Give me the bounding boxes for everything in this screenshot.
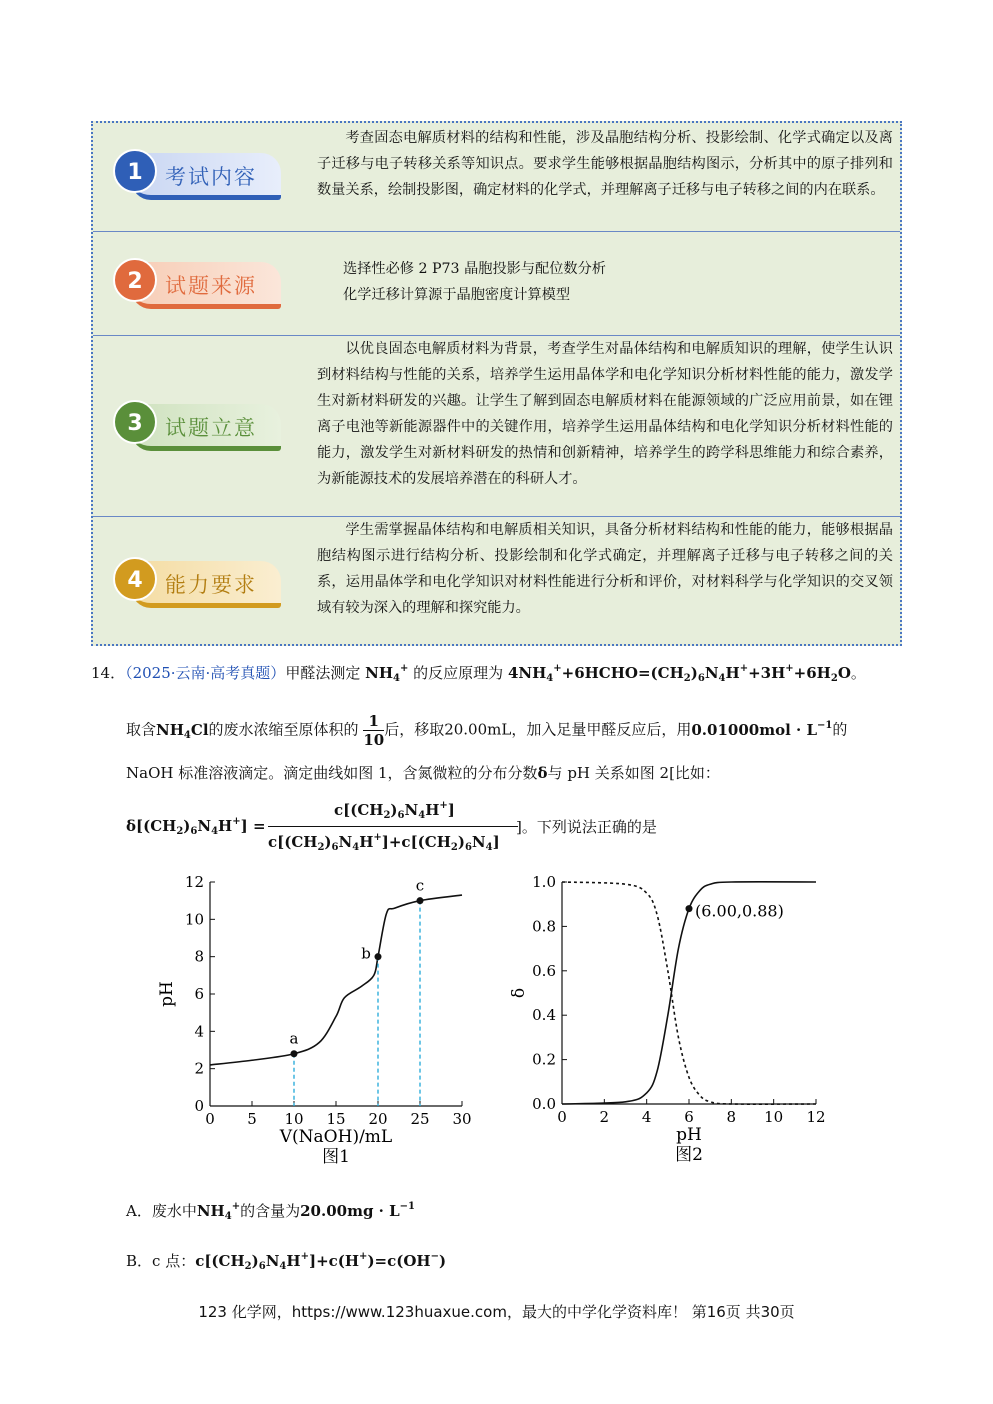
y-tick-label: 12	[184, 873, 204, 891]
badge-3: 3 试题立意	[113, 396, 281, 454]
exam-content-text: 考查固态电解质材料的结构和性能，涉及晶胞结构分析、投影绘制、化学式确定以及离子迁移与电子转移关系等知识点。要求学生能够根据晶胞结构图示，分析其中的原子排列和数量关系，绘制投影图，确定材料的化学式，并理解离子迁移与电子转移之间的内在联系。	[317, 130, 893, 198]
x-tick-label: 8	[726, 1108, 737, 1126]
badge-2: 2 试题来源	[113, 254, 281, 312]
y-tick-label: 10	[184, 910, 204, 929]
fraction-one-tenth: $\frac{1}{10}$	[363, 712, 385, 749]
y-tick-label: 6	[194, 985, 204, 1003]
x-tick-label: 5	[247, 1110, 257, 1128]
panel-row-3	[93, 335, 900, 516]
y-tick-label: 0.6	[532, 961, 556, 980]
panel-row-4	[93, 516, 900, 648]
page-footer: 123 化学网，https://www.123huaxue.com，最大的中学化学资料库！ 第16页 共30页	[198, 1303, 795, 1321]
naoh-concentration: $0.01000mol \cdot L^{-1}$	[691, 719, 833, 739]
annotation-point	[686, 905, 693, 912]
reaction-equation: $4NH_4^++6HCHO=(CH_2)_6N_4H^++3H^++6H_2O$	[507, 663, 851, 684]
series-line-1	[210, 895, 462, 1065]
ability-text: 学生需掌握晶体结构和电解质相关知识，具备分析材料结构和性能的能力，能够根据晶胞结构图示进行结构分析、投影绘制和化学式确定，并理解离子迁移与电子转移之间的关系，运用晶体学和电化学知识对材料性能进行分析和评价，对材料科学与化学知识的交叉领域有较为深入的理解和探究能力。	[317, 522, 893, 616]
option-a[interactable]: A．废水中$NH_4^+$的含量为$20.00mg \cdot L^{-1}$	[126, 1201, 415, 1222]
y-axis-label: δ	[509, 987, 529, 999]
distribution-fraction-chart	[500, 868, 840, 1178]
source-line-2: 化学迁移计算源于晶胞密度计算模型	[343, 287, 571, 303]
y-axis-label: pH	[157, 981, 177, 1007]
chart-caption: 图1	[322, 1147, 350, 1167]
chart-caption: 图2	[675, 1145, 703, 1165]
badge-label-2: 试题来源	[165, 274, 257, 298]
y-tick-label: 2	[194, 1059, 204, 1078]
annotation-label: (6.00,0.88)	[695, 901, 784, 921]
x-tick-label: 20	[368, 1110, 388, 1128]
question-line-3: NaOH 标准溶液滴定。滴定曲线如图 1，含氮微粒的分布分数δ与 pH 关系如图 2[比如：	[126, 764, 720, 782]
point-label-a: a	[289, 1029, 299, 1048]
badge-label-1: 考试内容	[165, 165, 257, 189]
y-tick-label: 0	[194, 1097, 204, 1115]
x-tick-label: 2	[599, 1108, 610, 1126]
y-tick-label: 0.4	[532, 1006, 556, 1025]
point-a	[291, 1050, 298, 1057]
option-b[interactable]: B．c 点：$c[(CH_2)_6N_4H^+]+c(H^+)=c(OH^-)$	[126, 1251, 447, 1272]
panel-row-2	[93, 231, 900, 335]
x-axis-label: pH	[676, 1125, 702, 1145]
y-tick-label: 0.0	[532, 1095, 556, 1113]
badge-1: 1 考试内容	[113, 145, 281, 203]
question-line-1: 14．（2025·云南·高考真题）甲醛法测定 $NH_4^+$ 的反应原理为 $4NH_4^++6HCHO=(CH_2)_6N_4H^++3H^++6H_2O$。	[91, 663, 866, 684]
formula-nh4: $NH_4^+$	[365, 663, 409, 684]
titration-curve-chart	[150, 868, 490, 1178]
x-tick-label: 10	[284, 1110, 304, 1128]
x-tick-label: 25	[410, 1110, 430, 1128]
y-tick-label: 0.8	[532, 917, 556, 936]
y-tick-label: 4	[194, 1022, 204, 1041]
point-label-c: c	[415, 876, 425, 895]
x-tick-label: 0	[557, 1108, 567, 1126]
badge-label-4: 能力要求	[165, 573, 257, 597]
point-label-b: b	[361, 944, 371, 963]
point-c	[417, 897, 424, 904]
purpose-text: 以优良固态电解质材料为背景，考查学生对晶体结构和电解质知识的理解，使学生认识到材料结构与性能的关系，培养学生运用晶体学和电化学知识分析材料性能的能力，激发学生对新材料研发的兴趣。让学生了解到固态电解质材料在能源领域的广泛应用前景，如在锂离子电池等新能源器件中的关键作用，培养学生运用晶体结构和电化学知识分析材料性能的能力，激发学生对新材料研发的热情和创新精神，培养学生的跨学科思维能力和综合素养，为新能源技术的发展培养潜在的科研人才。	[317, 341, 893, 487]
question-source: （2025·云南·高考真题）	[125, 664, 286, 682]
y-tick-label: 8	[194, 947, 204, 966]
badge-label-3: 试题立意	[165, 416, 257, 440]
question-line-2: 取含$NH_4Cl$的废水浓缩至原体积的 $\frac{1}{10}$ 后，移取20.00mL，加入足量甲醛反应后，用$0.01000mol \cdot L^{-1}$的	[126, 712, 848, 749]
badge-4: 4 能力要求	[113, 553, 281, 611]
source-line-1: 选择性必修 2 P73 晶胞投影与配位数分析	[343, 261, 606, 277]
y-tick-label: 0.2	[532, 1050, 556, 1069]
x-axis-label: V(NaOH)/mL	[279, 1127, 393, 1147]
panel-row-1	[93, 123, 900, 231]
info-panel	[91, 121, 902, 646]
x-tick-label: 12	[806, 1108, 826, 1126]
y-tick-label: 1.0	[532, 873, 556, 891]
x-tick-label: 15	[326, 1110, 346, 1128]
x-tick-label: 4	[641, 1108, 652, 1126]
x-tick-label: 30	[452, 1110, 472, 1128]
x-tick-label: 0	[205, 1110, 215, 1128]
x-tick-label: 10	[764, 1108, 784, 1126]
x-tick-label: 6	[684, 1108, 694, 1126]
point-b	[375, 953, 382, 960]
